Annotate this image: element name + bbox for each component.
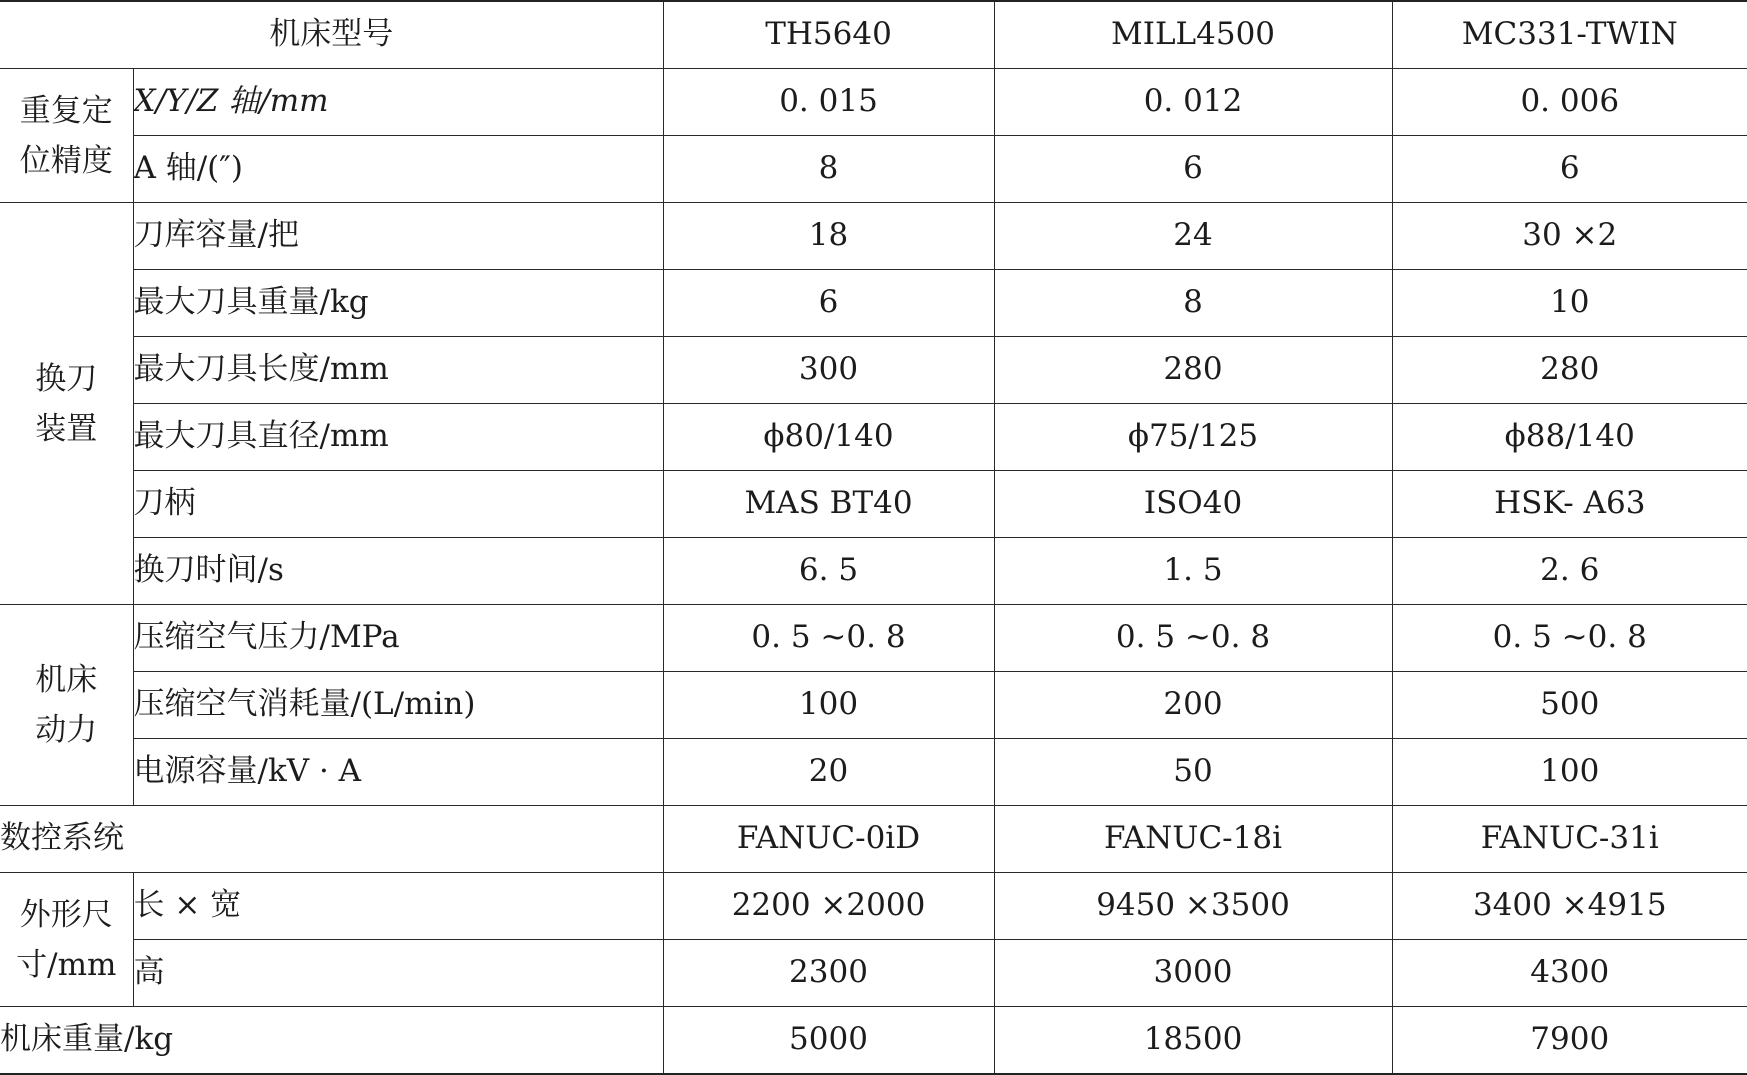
table-row	[0, 605, 1747, 672]
value-cell: 50	[994, 739, 1392, 806]
param-label: A 轴/(″)	[133, 136, 663, 203]
value-cell: 280	[1392, 337, 1747, 404]
param-label: X/Y/Z 轴/mm	[133, 69, 663, 136]
model-name: TH5640	[663, 1, 994, 69]
value-cell: 3000	[994, 940, 1392, 1007]
param-label: 刀柄	[133, 471, 663, 538]
value-cell: FANUC-31i	[1392, 806, 1747, 873]
value-cell: 0. 5 ~0. 8	[1392, 605, 1747, 672]
model-name: MC331-TWIN	[1392, 1, 1747, 69]
value-cell: 300	[663, 337, 994, 404]
value-cell: 9450 ×3500	[994, 873, 1392, 940]
header-row	[0, 1, 1747, 69]
value-cell: ϕ80/140	[663, 404, 994, 471]
table-row	[0, 538, 1747, 605]
model-name: MILL4500	[994, 1, 1392, 69]
value-cell: 2300	[663, 940, 994, 1007]
value-cell: MAS BT40	[663, 471, 994, 538]
table-row	[0, 806, 1747, 873]
value-cell: 0. 012	[994, 69, 1392, 136]
value-cell: 0. 5 ~0. 8	[663, 605, 994, 672]
value-cell: 5000	[663, 1007, 994, 1075]
value-cell: 500	[1392, 672, 1747, 739]
param-label: 长 × 宽	[133, 873, 663, 940]
param-label: 压缩空气压力/MPa	[133, 605, 663, 672]
value-cell: 100	[663, 672, 994, 739]
param-label: 最大刀具长度/mm	[133, 337, 663, 404]
table-row	[0, 940, 1747, 1007]
header-label: 机床型号	[0, 1, 663, 69]
table-row	[0, 69, 1747, 136]
param-label: 刀库容量/把	[133, 203, 663, 270]
group-label-repeatability: 重复定 位精度	[0, 69, 133, 203]
param-label: 最大刀具重量/kg	[133, 270, 663, 337]
value-cell: 0. 5 ~0. 8	[994, 605, 1392, 672]
table-row	[0, 337, 1747, 404]
table-row	[0, 404, 1747, 471]
value-cell: 18500	[994, 1007, 1392, 1075]
table-row	[0, 136, 1747, 203]
table-row	[0, 739, 1747, 806]
value-cell: ISO40	[994, 471, 1392, 538]
value-cell: 18	[663, 203, 994, 270]
value-cell: 8	[994, 270, 1392, 337]
value-cell: 30 ×2	[1392, 203, 1747, 270]
value-cell: HSK- A63	[1392, 471, 1747, 538]
value-cell: ϕ75/125	[994, 404, 1392, 471]
value-cell: 6	[663, 270, 994, 337]
table-row	[0, 672, 1747, 739]
table-row	[0, 203, 1747, 270]
value-cell: ϕ88/140	[1392, 404, 1747, 471]
param-label: 最大刀具直径/mm	[133, 404, 663, 471]
value-cell: 0. 006	[1392, 69, 1747, 136]
value-cell: 24	[994, 203, 1392, 270]
value-cell: 1. 5	[994, 538, 1392, 605]
table-row	[0, 471, 1747, 538]
value-cell: 7900	[1392, 1007, 1747, 1075]
value-cell: 100	[1392, 739, 1747, 806]
value-cell: FANUC-0iD	[663, 806, 994, 873]
value-cell: FANUC-18i	[994, 806, 1392, 873]
group-label-machine-power: 机床 动力	[0, 605, 133, 806]
value-cell: 200	[994, 672, 1392, 739]
value-cell: 10	[1392, 270, 1747, 337]
table-row	[0, 270, 1747, 337]
value-cell: 6. 5	[663, 538, 994, 605]
value-cell: 6	[1392, 136, 1747, 203]
group-label-tool-changer: 换刀 装置	[0, 203, 133, 605]
param-label: 高	[133, 940, 663, 1007]
value-cell: 3400 ×4915	[1392, 873, 1747, 940]
param-label: 换刀时间/s	[133, 538, 663, 605]
value-cell: 2. 6	[1392, 538, 1747, 605]
value-cell: 0. 015	[663, 69, 994, 136]
param-label: 压缩空气消耗量/(L/min)	[133, 672, 663, 739]
value-cell: 20	[663, 739, 994, 806]
weight-label: 机床重量/kg	[0, 1007, 663, 1075]
group-label-dimensions: 外形尺 寸/mm	[0, 873, 133, 1007]
param-label: 电源容量/kV · A	[133, 739, 663, 806]
value-cell: 4300	[1392, 940, 1747, 1007]
value-cell: 6	[994, 136, 1392, 203]
value-cell: 2200 ×2000	[663, 873, 994, 940]
value-cell: 280	[994, 337, 1392, 404]
value-cell: 8	[663, 136, 994, 203]
table-row	[0, 873, 1747, 940]
cnc-label: 数控系统	[0, 806, 663, 873]
